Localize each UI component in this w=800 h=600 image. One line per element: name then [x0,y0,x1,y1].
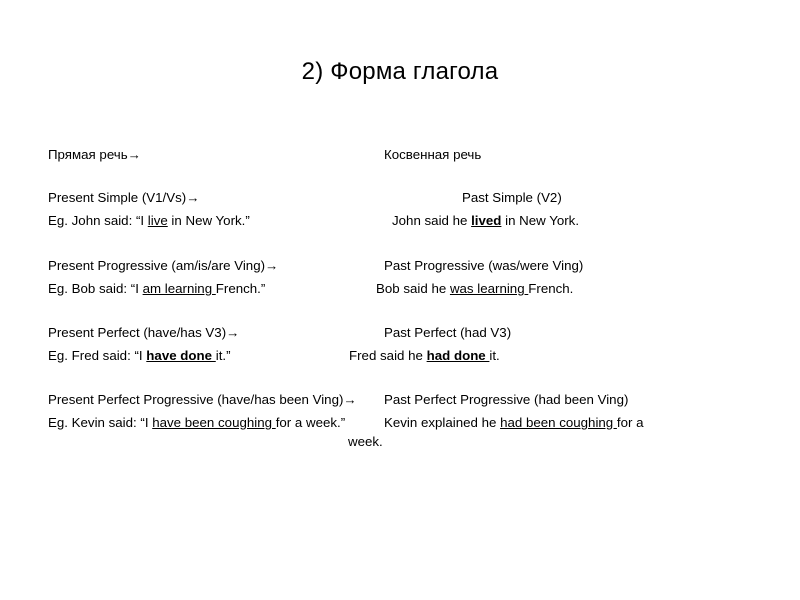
tense-direct-present-perfect-progressive [48,391,357,409]
tense-direct-present-perfect [48,324,239,342]
direct-speech-header [48,146,141,164]
arrow-icon: → [343,392,357,407]
tense-indirect-past-perfect-progressive: Past Perfect Progressive (had been Ving) [384,392,629,407]
tense-label: Present Perfect Progressive (have/has been Ving) [48,392,344,407]
arrow-icon: → [186,190,200,205]
example-indirect-kevin: Kevin explained he had been coughing for a [384,415,644,430]
tense-direct-present-simple [48,189,200,207]
tense-indirect-past-perfect: Past Perfect (had V3) [384,325,512,340]
tense-label: Present Perfect (have/has V3) [48,325,227,340]
example-direct-john: Eg. John said: “I live in New York.” [48,213,250,228]
example-direct-bob: Eg. Bob said: “I am learning French.” [48,281,266,296]
tense-direct-present-progressive [48,257,278,275]
arrow-icon: → [127,147,141,162]
slide-title: 2) Форма глагола [301,58,499,85]
example-indirect-bob: Bob said he was learning French. [376,281,574,296]
example-indirect-john: John said he lived in New York. [392,213,580,228]
tense-label: Present Simple (V1/Vs) [48,190,187,205]
example-indirect-kevin-continuation: week. [348,434,383,449]
direct-speech-label: Прямая речь [48,147,128,162]
tense-indirect-past-progressive: Past Progressive (was/were Ving) [384,258,584,273]
tense-label: Present Progressive (am/is/are Ving) [48,258,266,273]
arrow-icon: → [265,258,279,273]
example-indirect-fred: Fred said he had done it. [349,348,500,363]
indirect-speech-header: Косвенная речь [384,147,482,162]
example-direct-fred: Eg. Fred said: “I have done it.” [48,348,231,363]
arrow-icon: → [226,325,240,340]
tense-indirect-past-simple: Past Simple (V2) [462,190,562,205]
example-direct-kevin: Eg. Kevin said: “I have been coughing for a week.” [48,415,346,430]
